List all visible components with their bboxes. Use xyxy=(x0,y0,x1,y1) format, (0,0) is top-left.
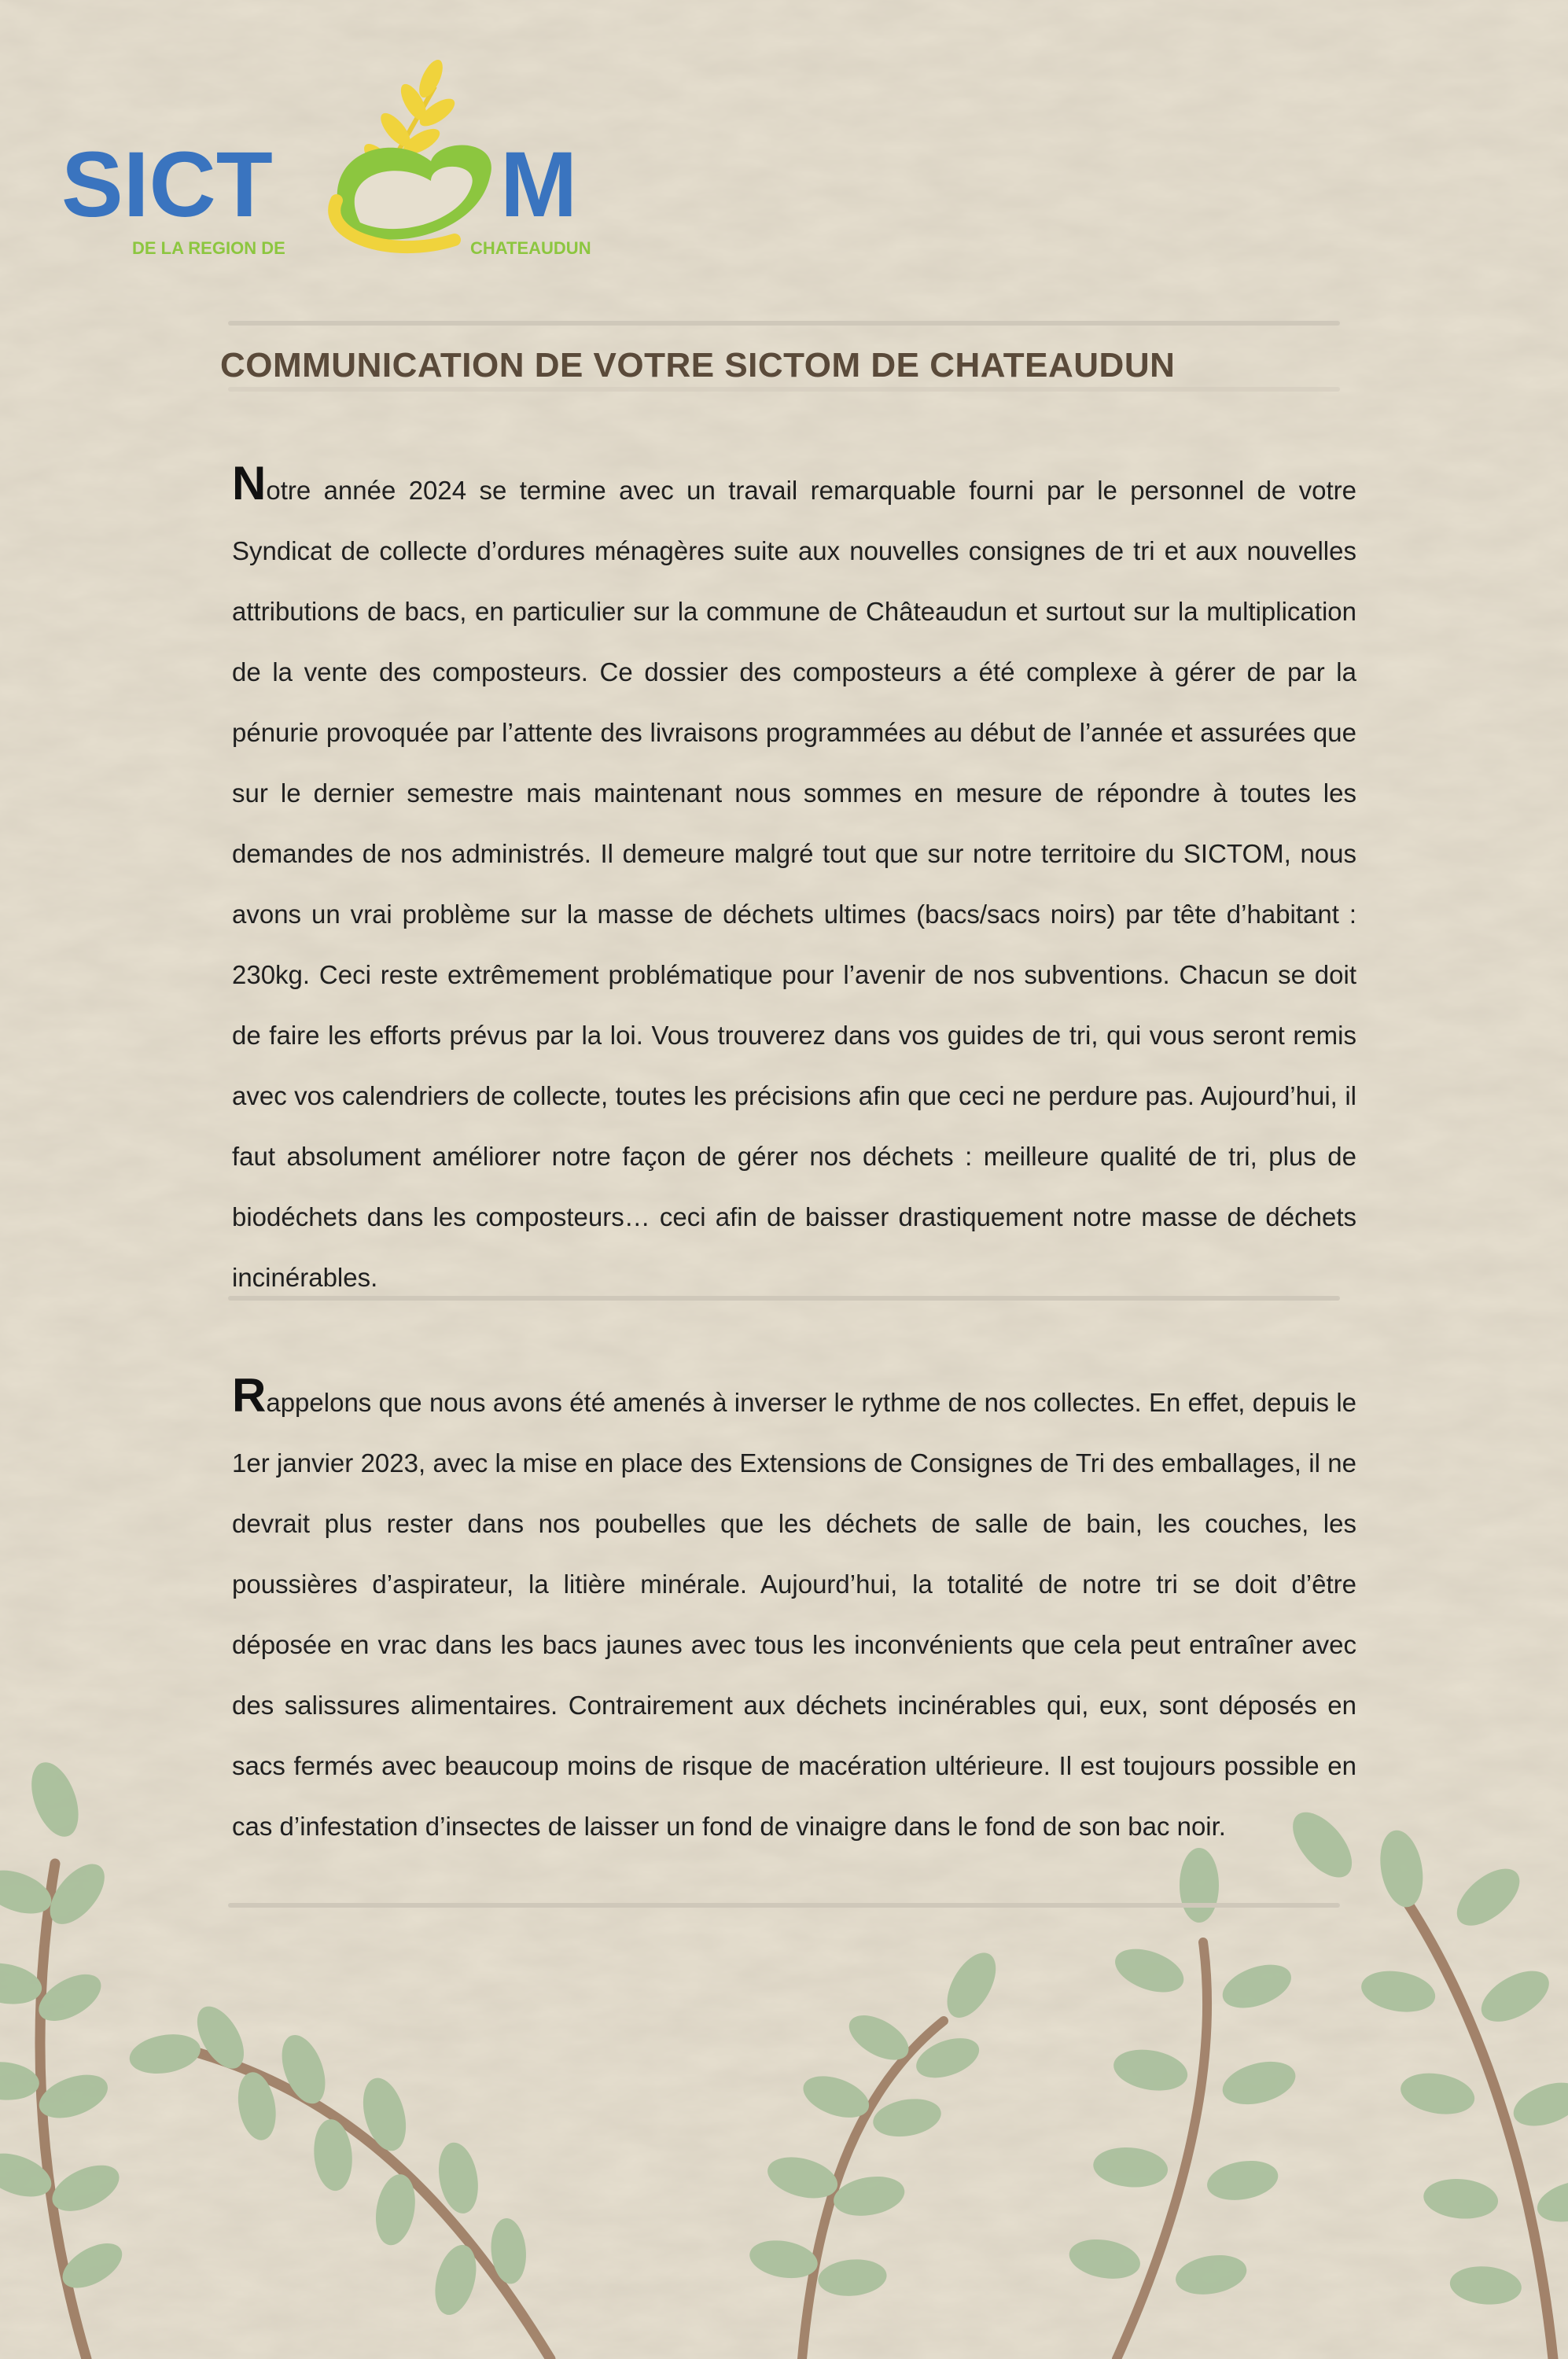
logo-subtitle-left: DE LA REGION DE xyxy=(132,238,285,258)
divider-title xyxy=(228,387,1340,392)
logo-o-ring xyxy=(334,145,491,248)
sictom-logo xyxy=(61,43,612,271)
divider-middle xyxy=(228,1296,1340,1301)
paragraph-2-text: appelons que nous avons été amenés à inverser le rythme de nos collectes. En effet, depuis le 1er janvier 2023, avec la mise en place des Extensions de Consignes de Tri des emballages, il ne devrait plus rester dans nos poubelles que les déchets de salle de bain, les couches, les poussières d’aspirateur, la litière minérale. Aujourd’hui, la totalité de notre tri se doit d’être déposée en vrac dans les bacs jaunes avec tous les inconvénients que cela peut entraîner avec des salissures alimentaires. Contrairement aux déchets incinérables qui, eux, sont déposés en sacs fermés avec beaucoup moins de risque de macération ultérieure. Il est toujours possible en cas d’infestation d’insectes de laisser un fond de vinaigre dans le fond de son bac noir. xyxy=(232,1388,1356,1841)
logo-text-left: SICT xyxy=(61,133,273,237)
dropcap-1: N xyxy=(232,457,267,510)
dropcap-2: R xyxy=(232,1369,267,1422)
divider-top xyxy=(228,321,1340,326)
paragraph-2 xyxy=(232,1369,1356,1857)
logo-subtitle-right: CHATEAUDUN xyxy=(470,238,591,258)
logo-text-right: M xyxy=(500,133,578,237)
divider-bottom xyxy=(228,1903,1340,1908)
page-title: COMMUNICATION DE VOTRE SICTOM DE CHATEAUDUN xyxy=(220,346,1176,385)
paragraph-1 xyxy=(232,457,1356,1308)
paragraph-1-text: otre année 2024 se termine avec un travail remarquable fourni par le personnel de votre Syndicat de collecte d’ordures ménagères suite aux nouvelles consignes de tri et aux nouvelles attributions de bacs, en particulier sur la commune de Châteaudun et surtout sur la multiplication de la vente des composteurs. Ce dossier des composteurs a été complexe à gérer de par la pénurie provoquée par l’attente des livraisons programmées au début de l’année et assurées que sur le dernier semestre mais maintenant nous sommes en mesure de répondre à toutes les demandes de nos administrés. Il demeure malgré tout que sur notre territoire du SICTOM, nous avons un vrai problème sur la masse de déchets ultimes (bacs/sacs noirs) par tête d’habitant : 230kg. Ceci reste extrêmement problématique pour l’avenir de nos subventions. Chacun se doit de faire les efforts prévus par la loi. Vous trouverez dans vos guides de tri, qui vous seront remis avec vos calendriers de collecte, toutes les précisions afin que ceci ne perdure pas. Aujourd’hui, il faut absolument améliorer notre façon de gérer nos déchets : meilleure qualité de tri, plus de biodéchets dans les composteurs… ceci afin de baisser drastiquement notre masse de déchets incinérables. xyxy=(232,476,1356,1292)
